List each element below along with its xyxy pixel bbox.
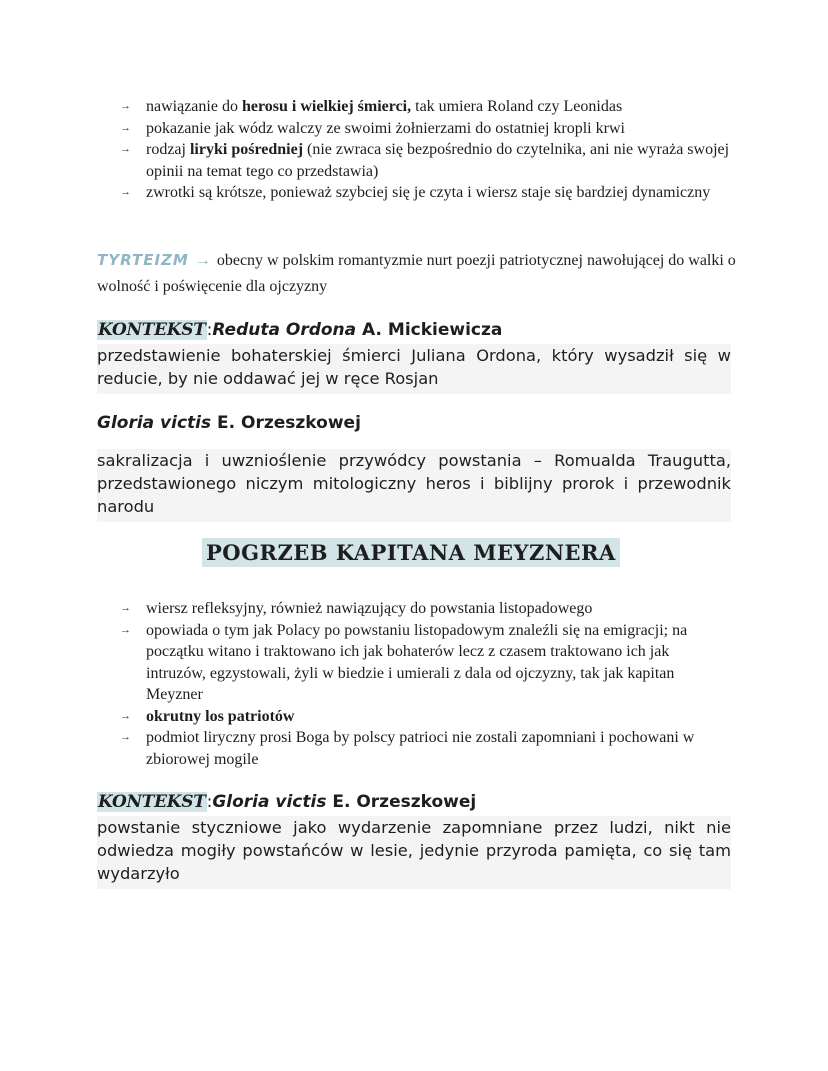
tyrteizm-label: TYRTEIZM: [97, 251, 189, 269]
context-heading-2: [97, 413, 361, 433]
list-item: → wiersz refleksyjny, również nawiązujący do powstania listopadowego: [120, 598, 730, 620]
arrow-icon: →: [120, 121, 131, 134]
list-item: → okrutny los patriotów: [120, 706, 730, 728]
context-body-1: przedstawienie bohaterskiej śmierci Juliana Ordona, który wysadził się w reducie, by nie oddawać jej w ręce Rosjan: [97, 344, 731, 394]
context-body-2: sakralizacja i uwznioślenie przywódcy powstania – Romualda Traugutta, przedstawionego niczym mitologiczny heros i biblijny prorok i przewodnik narodu: [97, 449, 731, 522]
list-item: → rodzaj liryki pośredniej (nie zwraca się bezpośrednio do czytelnika, ani nie wyraża swojej opinii na temat tego co przedstawia): [120, 141, 730, 180]
context-heading-1: KONTEKST:Reduta Ordona A. Mickiewicza: [98, 320, 503, 340]
work-title: Reduta Ordona: [212, 320, 357, 340]
arrow-icon: →: [120, 100, 131, 112]
list-item: → podmiot liryczny prosi Boga by polscy patrioci nie zostali zapomniani i pochowani w zbiorowej mogile: [120, 729, 695, 768]
kontekst-label: KONTEKST: [98, 792, 206, 812]
section-title: POGRZEB KAPITANA MEYZNERA: [202, 538, 620, 567]
context-heading-3: KONTEKST:Gloria victis E. Orzeszkowej: [98, 792, 477, 812]
work-author: E. Orzeszkowej: [326, 792, 477, 812]
work-title: Gloria victis: [212, 792, 327, 812]
list-item: → pokazanie jak wódz walczy ze swoimi żołnierzami do ostatniej kropli krwi: [120, 118, 730, 140]
tyrteizm-text: obecny w polskim romantyzmie nurt poezji patriotycznej nawołującej do walki o wolność i poświęcenie dla ojczyzny: [97, 252, 736, 295]
work-title: Gloria victis: [97, 413, 212, 433]
arrow-icon: →: [120, 186, 131, 198]
list-item: → zwrotki są krótsze, ponieważ szybciej się je czyta i wiersz staje się bardziej dynamiczny: [120, 182, 730, 204]
arrow-icon: →: [120, 709, 131, 722]
arrow-icon: →: [120, 623, 131, 636]
context-body-3: powstanie styczniowe jako wydarzenie zapomniane przez ludzi, nikt nie odwiedza mogiły powstańców w lesie, jedynie przyroda pamięta, co się tam wydarzyło: [97, 816, 731, 889]
work-author: A. Mickiewicza: [356, 320, 503, 340]
tyrteizm-definition: [97, 247, 737, 300]
arrow-icon: →: [194, 252, 211, 269]
list-item: → nawiązanie do herosu i wielkiej śmierci, tak umiera Roland czy Leonidas: [120, 96, 730, 118]
bottom-bullet-list: [120, 598, 730, 770]
top-bullet-list: [120, 96, 730, 204]
kontekst-label: KONTEKST: [98, 320, 206, 340]
arrow-icon: →: [120, 731, 131, 743]
list-item: → opowiada o tym jak Polacy po powstaniu listopadowym znaleźli się na emigracji; na początku witano i traktowano ich jak bohaterów lecz z czasem traktowano ich jak intruzów, egzystowali, żyli w biedzie i umierali z dala od ojczyzny, tak jak kapitan Meyzner: [120, 621, 688, 703]
arrow-icon: →: [120, 602, 131, 614]
work-author: E. Orzeszkowej: [211, 413, 361, 433]
arrow-icon: →: [120, 143, 131, 155]
